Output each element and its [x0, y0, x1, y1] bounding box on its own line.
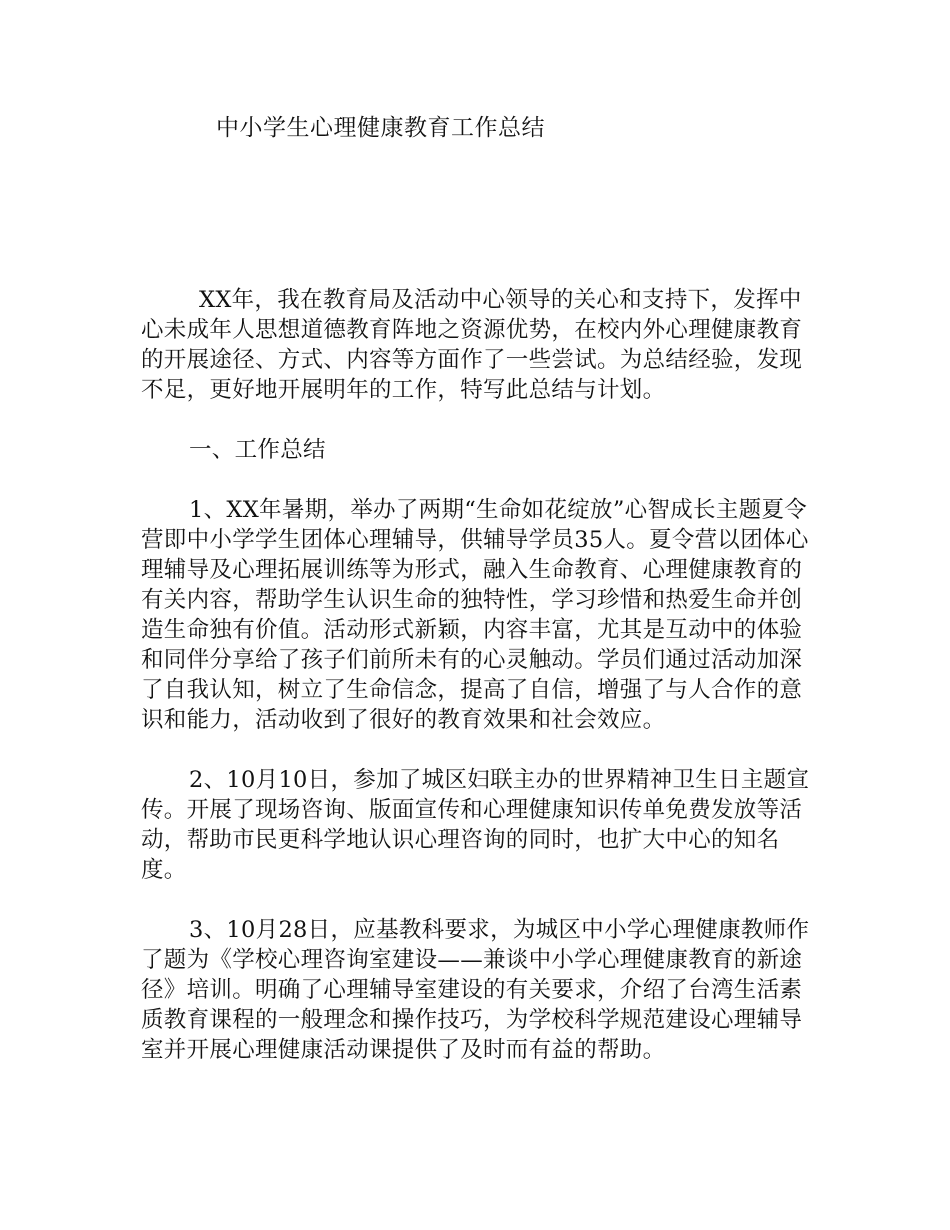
section-heading: 一、工作总结	[189, 437, 326, 463]
document-body	[141, 285, 816, 1095]
document-title: 中小学生心理健康教育工作总结	[216, 115, 545, 141]
summary-item-2: 2、10月10日，参加了城区妇联主办的世界精神卫生日主题宣传。开展了现场咨询、版面宣传和心理健康知识传单免费发放等活动，帮助市民更科学地认识心理咨询的同时，也扩大中心的知名度。	[141, 767, 810, 883]
summary-item-3: 3、10月28日，应基教科要求，为城区中小学心理健康教师作了题为《学校心理咨询室建设——兼谈中小学心理健康教育的新途径》培训。明确了心理辅导室建设的有关要求，介绍了台湾生活素质教育课程的一般理念和操作技巧，为学校科学规范建设心理辅导室并开展心理健康活动课提供了及时而有益的帮助。	[141, 917, 810, 1063]
intro-paragraph: XX年，我在教育局及活动中心领导的关心和支持下，发挥中心未成年人思想道德教育阵地之资源优势，在校内外心理健康教育的开展途径、方式、内容等方面作了一些尝试。为总结经验，发现不足，更好地开展明年的工作，特写此总结与计划。	[141, 287, 803, 403]
summary-item-1: 1、XX年暑期，举办了两期“生命如花绽放”心智成长主题夏令营即中小学学生团体心理辅导，供辅导学员35人。夏令营以团体心理辅导及心理拓展训练等为形式，融入生命教育、心理健康教育的有关内容，帮助学生认识生命的独特性，学习珍惜和热爱生命并创造生命独有价值。活动形式新颖，内容丰富，尤其是互动中的体验和同伴分享给了孩子们前所未有的心灵触动。学员们通过活动加深了自我认知，树立了生命信念，提高了自信，增强了与人合作的意识和能力，活动收到了很好的教育效果和社会效应。	[141, 497, 809, 733]
